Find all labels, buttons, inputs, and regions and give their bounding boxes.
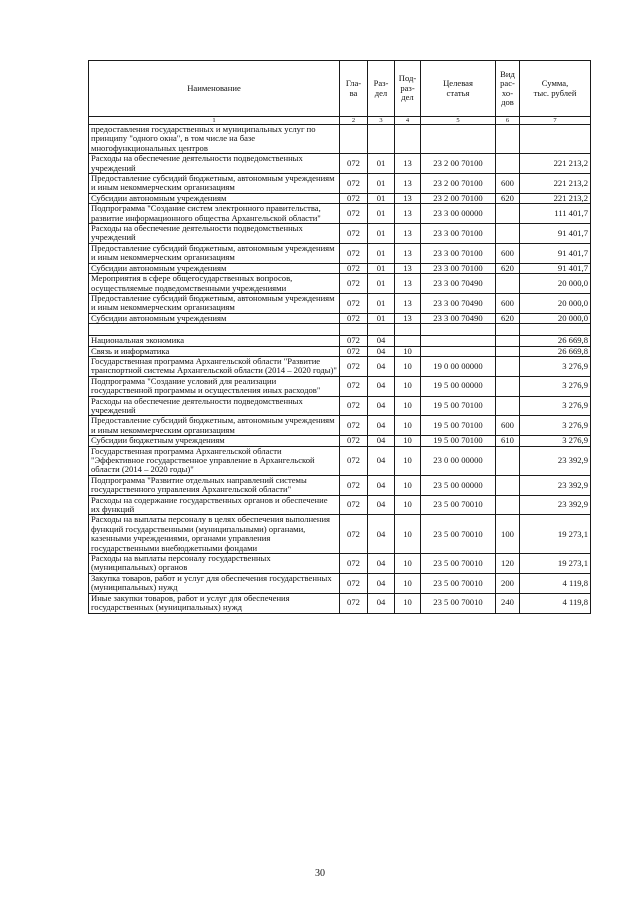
- row-podrazdel: 10: [395, 495, 421, 515]
- row-glava: 072: [340, 446, 368, 475]
- row-glava: 072: [340, 336, 368, 346]
- row-razdel: 01: [368, 313, 395, 323]
- row-name: Мероприятия в сфере общегосударственных вопросов, осуществляемые подведомственными учреждениями: [89, 274, 340, 294]
- row-podrazdel: 10: [395, 356, 421, 376]
- table-row: [89, 224, 591, 244]
- row-podrazdel: 13: [395, 263, 421, 273]
- header-podrazdel: Под- раз- дел: [395, 61, 421, 117]
- row-razdel: 04: [368, 376, 395, 396]
- row-razdel: 01: [368, 243, 395, 263]
- row-razdel: 01: [368, 274, 395, 294]
- row-sum: 23 392,9: [520, 495, 591, 515]
- row-sum: 20 000,0: [520, 274, 591, 294]
- row-name: [89, 324, 340, 336]
- row-name: Национальная экономика: [89, 336, 340, 346]
- row-razdel: [368, 324, 395, 336]
- row-glava: 072: [340, 243, 368, 263]
- row-expense-type: [496, 324, 520, 336]
- row-podrazdel: 13: [395, 293, 421, 313]
- row-razdel: 04: [368, 416, 395, 436]
- table-row: [89, 515, 591, 554]
- column-number: 4: [395, 117, 421, 125]
- row-glava: 072: [340, 554, 368, 574]
- page-number: 30: [315, 868, 325, 879]
- row-name: Подпрограмма "Развитие отдельных направлений системы государственного управления Архангельской области": [89, 475, 340, 495]
- row-target-article: 23 5 00 70010: [421, 573, 496, 593]
- row-razdel: [368, 125, 395, 154]
- row-glava: 072: [340, 263, 368, 273]
- column-number: 2: [340, 117, 368, 125]
- table-row: [89, 554, 591, 574]
- row-expense-type: [496, 125, 520, 154]
- row-podrazdel: 10: [395, 416, 421, 436]
- row-target-article: 19 5 00 70100: [421, 436, 496, 446]
- row-glava: 072: [340, 293, 368, 313]
- row-expense-type: [496, 224, 520, 244]
- row-glava: 072: [340, 313, 368, 323]
- row-expense-type: [496, 154, 520, 174]
- row-podrazdel: [395, 336, 421, 346]
- row-target-article: 23 3 00 70100: [421, 224, 496, 244]
- row-glava: 072: [340, 436, 368, 446]
- row-name: Расходы на обеспечение деятельности подведомственных учреждений: [89, 224, 340, 244]
- row-name: Субсидии автономным учреждениям: [89, 263, 340, 273]
- row-target-article: 23 2 00 70100: [421, 154, 496, 174]
- row-expense-type: 240: [496, 593, 520, 613]
- row-target-article: 19 5 00 70100: [421, 396, 496, 416]
- table-row: [89, 346, 591, 356]
- row-razdel: 04: [368, 346, 395, 356]
- row-podrazdel: 10: [395, 396, 421, 416]
- row-name: Расходы на обеспечение деятельности подведомственных учреждений: [89, 396, 340, 416]
- row-glava: 072: [340, 204, 368, 224]
- row-sum: 91 401,7: [520, 224, 591, 244]
- row-podrazdel: 10: [395, 346, 421, 356]
- row-sum: 3 276,9: [520, 376, 591, 396]
- column-number-row: [89, 117, 591, 125]
- row-podrazdel: 10: [395, 515, 421, 554]
- row-target-article: [421, 125, 496, 154]
- row-glava: 072: [340, 376, 368, 396]
- header-glava: Гла- ва: [340, 61, 368, 117]
- row-podrazdel: [395, 125, 421, 154]
- row-razdel: 04: [368, 475, 395, 495]
- header-razdel: Раз- дел: [368, 61, 395, 117]
- table-row: [89, 446, 591, 475]
- row-razdel: 01: [368, 204, 395, 224]
- table-row: [89, 154, 591, 174]
- row-razdel: 04: [368, 573, 395, 593]
- row-name: Субсидии автономным учреждениям: [89, 313, 340, 323]
- row-sum: 19 273,1: [520, 515, 591, 554]
- row-target-article: 23 3 00 70490: [421, 313, 496, 323]
- row-target-article: 23 2 00 70100: [421, 174, 496, 194]
- row-target-article: 23 3 00 70490: [421, 274, 496, 294]
- row-name: Расходы на содержание государственных органов и обеспечение их функций: [89, 495, 340, 515]
- row-expense-type: 600: [496, 416, 520, 436]
- row-glava: 072: [340, 193, 368, 203]
- row-razdel: 04: [368, 515, 395, 554]
- row-target-article: 23 0 00 00000: [421, 446, 496, 475]
- row-sum: 26 669,8: [520, 346, 591, 356]
- row-target-article: 23 3 00 70100: [421, 243, 496, 263]
- row-target-article: 23 5 00 70010: [421, 554, 496, 574]
- row-expense-type: 200: [496, 573, 520, 593]
- row-podrazdel: [395, 324, 421, 336]
- row-expense-type: 620: [496, 263, 520, 273]
- row-razdel: 01: [368, 293, 395, 313]
- row-podrazdel: 13: [395, 274, 421, 294]
- header-target-article: Целевая статья: [421, 61, 496, 117]
- row-name: предоставления государственных и муниципальных услуг по принципу "одного окна", в том числе на базе многофункциональных центров: [89, 125, 340, 154]
- row-sum: 26 669,8: [520, 336, 591, 346]
- row-expense-type: [496, 396, 520, 416]
- row-razdel: 01: [368, 193, 395, 203]
- row-expense-type: [496, 274, 520, 294]
- row-expense-type: [496, 336, 520, 346]
- row-sum: 111 401,7: [520, 204, 591, 224]
- row-podrazdel: 10: [395, 446, 421, 475]
- table-row: [89, 416, 591, 436]
- row-razdel: 04: [368, 446, 395, 475]
- row-glava: 072: [340, 356, 368, 376]
- row-razdel: 04: [368, 593, 395, 613]
- table-row: [89, 193, 591, 203]
- row-sum: 19 273,1: [520, 554, 591, 574]
- row-expense-type: [496, 475, 520, 495]
- table-body: [89, 125, 591, 614]
- table-row: [89, 274, 591, 294]
- row-name: Иные закупки товаров, работ и услуг для обеспечения государственных (муниципальных) нужд: [89, 593, 340, 613]
- row-target-article: [421, 346, 496, 356]
- row-podrazdel: 13: [395, 313, 421, 323]
- row-name: Расходы на выплаты персоналу в целях обеспечения выполнения функций государственными (муниципальными) органами, казенными учреждениями, органами управления государственными внебюджетными фондами: [89, 515, 340, 554]
- row-podrazdel: 10: [395, 436, 421, 446]
- table-row: [89, 593, 591, 613]
- row-name: Государственная программа Архангельской области "Развитие транспортной системы Архангельской области (2014 – 2020 годы)": [89, 356, 340, 376]
- table-row: [89, 174, 591, 194]
- column-number: 3: [368, 117, 395, 125]
- row-sum: [520, 125, 591, 154]
- row-expense-type: 610: [496, 436, 520, 446]
- row-glava: 072: [340, 495, 368, 515]
- row-expense-type: [496, 346, 520, 356]
- row-target-article: 19 5 00 70100: [421, 416, 496, 436]
- row-sum: 4 119,8: [520, 573, 591, 593]
- row-expense-type: 600: [496, 174, 520, 194]
- row-glava: 072: [340, 475, 368, 495]
- row-name: Предоставление субсидий бюджетным, автономным учреждениям и иным некоммерческим организациям: [89, 243, 340, 263]
- table-row: [89, 436, 591, 446]
- row-name: Подпрограмма "Создание систем электронного правительства, развитие информационного общества Архангельской области": [89, 204, 340, 224]
- row-target-article: 23 2 00 70100: [421, 193, 496, 203]
- row-target-article: 23 3 00 70490: [421, 293, 496, 313]
- table-row: [89, 336, 591, 346]
- row-sum: 20 000,0: [520, 293, 591, 313]
- row-name: Связь и информатика: [89, 346, 340, 356]
- row-expense-type: 120: [496, 554, 520, 574]
- table-row: [89, 263, 591, 273]
- row-podrazdel: 13: [395, 174, 421, 194]
- row-name: Государственная программа Архангельской области "Эффективное государственное управление в Архангельской области (2014 – 2020 годы)": [89, 446, 340, 475]
- row-sum: [520, 324, 591, 336]
- row-podrazdel: 13: [395, 243, 421, 263]
- table-row: [89, 356, 591, 376]
- table-row: [89, 125, 591, 154]
- budget-table: [88, 60, 591, 614]
- row-razdel: 04: [368, 356, 395, 376]
- table-row: [89, 376, 591, 396]
- row-name: Предоставление субсидий бюджетным, автономным учреждениям и иным некоммерческим организациям: [89, 293, 340, 313]
- row-glava: 072: [340, 274, 368, 294]
- row-podrazdel: 13: [395, 193, 421, 203]
- row-name: Субсидии автономным учреждениям: [89, 193, 340, 203]
- row-sum: 23 392,9: [520, 475, 591, 495]
- row-glava: [340, 125, 368, 154]
- row-razdel: 04: [368, 336, 395, 346]
- row-sum: 4 119,8: [520, 593, 591, 613]
- row-glava: 072: [340, 593, 368, 613]
- row-razdel: 01: [368, 263, 395, 273]
- row-sum: 3 276,9: [520, 436, 591, 446]
- row-sum: 3 276,9: [520, 356, 591, 376]
- row-target-article: 23 5 00 70010: [421, 593, 496, 613]
- row-podrazdel: 13: [395, 204, 421, 224]
- row-expense-type: [496, 495, 520, 515]
- row-name: Предоставление субсидий бюджетным, автономным учреждениям и иным некоммерческим организациям: [89, 416, 340, 436]
- row-podrazdel: 10: [395, 554, 421, 574]
- row-name: Расходы на выплаты персоналу государственных (муниципальных) органов: [89, 554, 340, 574]
- row-name: Субсидии бюджетным учреждениям: [89, 436, 340, 446]
- row-name: Подпрограмма "Создание условий для реализации государственной программы и осуществления иных расходов": [89, 376, 340, 396]
- table-row: [89, 243, 591, 263]
- table-row: [89, 324, 591, 336]
- row-sum: 91 401,7: [520, 263, 591, 273]
- row-podrazdel: 10: [395, 376, 421, 396]
- header-row: [89, 61, 591, 117]
- row-target-article: 19 0 00 00000: [421, 356, 496, 376]
- row-sum: 20 000,0: [520, 313, 591, 323]
- row-expense-type: [496, 204, 520, 224]
- column-number: 1: [89, 117, 340, 125]
- header-name: Наименование: [89, 61, 340, 117]
- row-podrazdel: 13: [395, 154, 421, 174]
- row-expense-type: 620: [496, 313, 520, 323]
- row-name: Закупка товаров, работ и услуг для обеспечения государственных (муниципальных) нужд: [89, 573, 340, 593]
- row-name: Предоставление субсидий бюджетным, автономным учреждениям и иным некоммерческим организациям: [89, 174, 340, 194]
- row-sum: 23 392,9: [520, 446, 591, 475]
- row-expense-type: 100: [496, 515, 520, 554]
- row-target-article: 23 3 00 70100: [421, 263, 496, 273]
- row-razdel: 01: [368, 224, 395, 244]
- table-row: [89, 475, 591, 495]
- row-glava: 072: [340, 573, 368, 593]
- row-expense-type: [496, 446, 520, 475]
- header-sum: Сумма, тыс. рублей: [520, 61, 591, 117]
- column-number: 7: [520, 117, 591, 125]
- row-podrazdel: 10: [395, 573, 421, 593]
- row-razdel: 04: [368, 554, 395, 574]
- row-target-article: [421, 336, 496, 346]
- row-target-article: 23 5 00 70010: [421, 495, 496, 515]
- table-row: [89, 313, 591, 323]
- row-podrazdel: 10: [395, 475, 421, 495]
- row-sum: 221 213,2: [520, 174, 591, 194]
- header-expense-type: Вид рас- хо- дов: [496, 61, 520, 117]
- row-podrazdel: 10: [395, 593, 421, 613]
- row-target-article: 19 5 00 00000: [421, 376, 496, 396]
- row-target-article: 23 5 00 70010: [421, 515, 496, 554]
- row-sum: 3 276,9: [520, 416, 591, 436]
- column-number: 6: [496, 117, 520, 125]
- row-sum: 221 213,2: [520, 193, 591, 203]
- row-glava: 072: [340, 224, 368, 244]
- table-row: [89, 293, 591, 313]
- row-name: Расходы на обеспечение деятельности подведомственных учреждений: [89, 154, 340, 174]
- row-razdel: 01: [368, 174, 395, 194]
- row-expense-type: 620: [496, 193, 520, 203]
- row-podrazdel: 13: [395, 224, 421, 244]
- table-row: [89, 204, 591, 224]
- row-glava: 072: [340, 515, 368, 554]
- row-glava: 072: [340, 174, 368, 194]
- row-razdel: 04: [368, 495, 395, 515]
- table-row: [89, 573, 591, 593]
- row-razdel: 04: [368, 436, 395, 446]
- table-row: [89, 396, 591, 416]
- column-number: 5: [421, 117, 496, 125]
- row-expense-type: [496, 376, 520, 396]
- row-razdel: 04: [368, 396, 395, 416]
- row-glava: 072: [340, 154, 368, 174]
- row-target-article: 23 3 00 00000: [421, 204, 496, 224]
- row-expense-type: [496, 356, 520, 376]
- row-razdel: 01: [368, 154, 395, 174]
- row-glava: 072: [340, 416, 368, 436]
- row-expense-type: 600: [496, 243, 520, 263]
- row-sum: 221 213,2: [520, 154, 591, 174]
- row-sum: 3 276,9: [520, 396, 591, 416]
- row-expense-type: 600: [496, 293, 520, 313]
- row-glava: [340, 324, 368, 336]
- row-glava: 072: [340, 396, 368, 416]
- row-target-article: 23 5 00 00000: [421, 475, 496, 495]
- row-glava: 072: [340, 346, 368, 356]
- table-row: [89, 495, 591, 515]
- row-sum: 91 401,7: [520, 243, 591, 263]
- row-target-article: [421, 324, 496, 336]
